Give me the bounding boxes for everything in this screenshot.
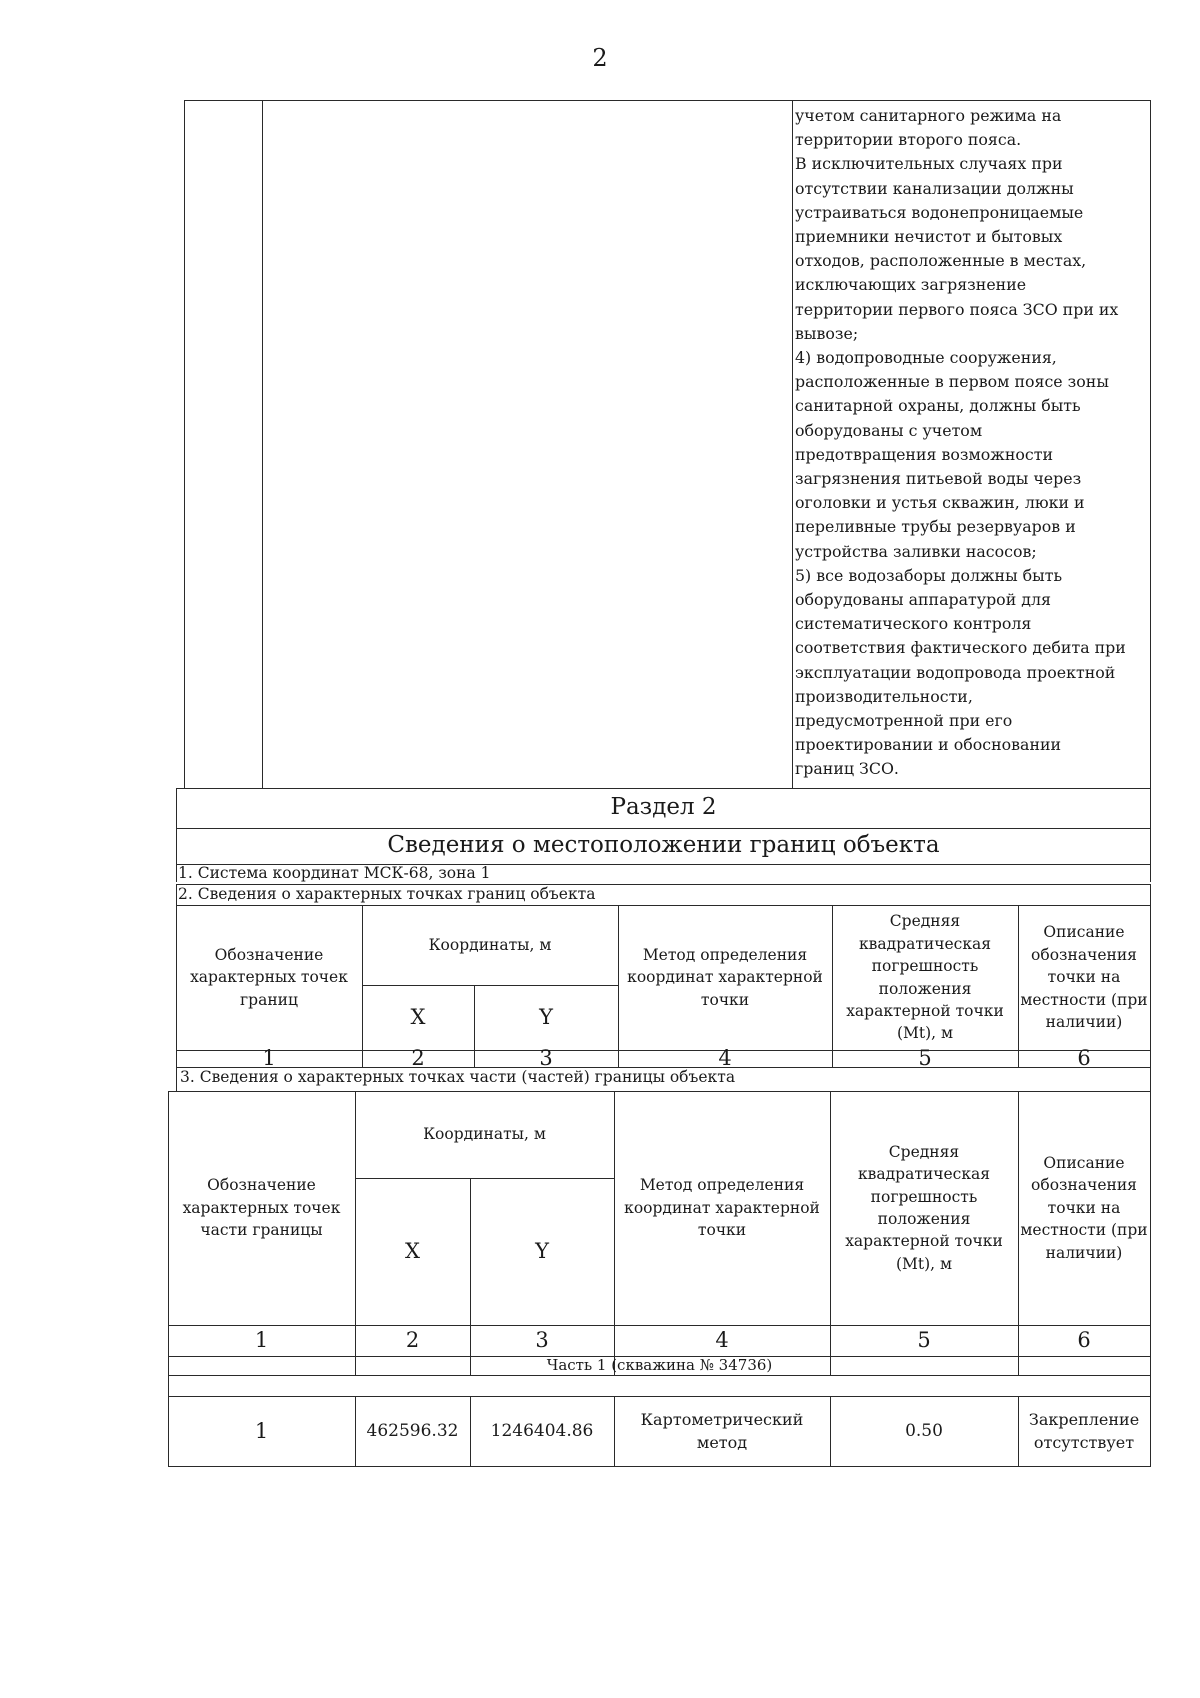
t2-colnum: 3 bbox=[535, 1328, 549, 1353]
item3-label: 3. Сведения о характерных точках части (частей) границы объекта bbox=[180, 1068, 736, 1086]
t2-colnum: 5 bbox=[917, 1328, 931, 1353]
t1-colnum: 2 bbox=[411, 1046, 425, 1071]
part-label: Часть 1 (скважина № 34736) bbox=[546, 1355, 773, 1374]
t2-colnum: 1 bbox=[254, 1328, 269, 1353]
text-line: территории второго пояса. bbox=[795, 130, 1022, 150]
item2-label: 2. Сведения о характерных точках границ объекта bbox=[178, 885, 596, 903]
t2-row1-method: Картометрический метод bbox=[640, 1409, 804, 1452]
text-line: переливные трубы резервуаров и bbox=[795, 517, 1076, 537]
t1-header-error: Средняя квадратическая погрешность положения характерной точки (Mt), м bbox=[846, 912, 1004, 1043]
text-line: 4) водопроводные сооружения, bbox=[795, 348, 1057, 368]
text-line: исключающих загрязнение bbox=[795, 275, 1027, 295]
text-line: В исключительных случаях при bbox=[795, 154, 1063, 174]
t2-header-x: X bbox=[405, 1239, 420, 1264]
t2-colnum: 2 bbox=[405, 1328, 420, 1353]
t1-colnum: 4 bbox=[718, 1046, 732, 1071]
text-line: оборудованы с учетом bbox=[795, 420, 983, 440]
text-line: проектировании и обосновании bbox=[795, 735, 1062, 755]
coordinate-system: 1. Система координат МСК-68, зона 1 bbox=[178, 864, 491, 882]
text-line: приемники нечистот и бытовых bbox=[795, 227, 1063, 247]
text-line: санитарной охраны, должны быть bbox=[795, 396, 1081, 416]
t2-header-method: Метод определения координат характерной точки bbox=[624, 1176, 820, 1240]
t2-header-designation: Обозначение характерных точек части границы bbox=[182, 1176, 341, 1240]
text-line: предусмотренной при его bbox=[795, 711, 1013, 731]
text-line: производительности, bbox=[795, 686, 973, 706]
t1-header-description: Описание обозначения точки на местности (при наличии) bbox=[1020, 923, 1148, 1032]
t2-header-y: Y bbox=[535, 1239, 549, 1264]
text-line: 5) все водозаборы должны быть bbox=[795, 565, 1063, 585]
t2-row1-error: 0.50 bbox=[905, 1420, 943, 1441]
page-number: 2 bbox=[592, 44, 608, 72]
t2-row1-point: 1 bbox=[254, 1418, 269, 1443]
text-line: учетом санитарного режима на bbox=[795, 106, 1062, 125]
text-line: соответствия фактического дебита при bbox=[795, 638, 1126, 658]
text-line: границ ЗСО. bbox=[795, 759, 899, 779]
t2-row1-y: 1246404.86 bbox=[490, 1420, 594, 1441]
t1-header-designation: Обозначение характерных точек границ bbox=[190, 945, 348, 1009]
t2-row1-x: 462596.32 bbox=[366, 1420, 459, 1441]
text-line: систематического контроля bbox=[795, 614, 1032, 634]
t2-colnum: 6 bbox=[1077, 1328, 1091, 1353]
text-line: территории первого пояса ЗСО при их bbox=[795, 299, 1119, 319]
t2-row1-description: Закрепление отсутствует bbox=[1028, 1409, 1140, 1452]
t1-colnum: 6 bbox=[1077, 1046, 1091, 1071]
text-line: оголовки и устья скважин, люки и bbox=[795, 493, 1085, 513]
section-title: Раздел 2 bbox=[610, 794, 717, 821]
t1-colnum: 5 bbox=[918, 1046, 932, 1071]
text-line: отсутствии канализации должны bbox=[795, 178, 1074, 198]
t1-colnum: 3 bbox=[539, 1046, 553, 1071]
t1-header-coordinates: Координаты, м bbox=[428, 935, 552, 954]
text-line: загрязнения питьевой воды через bbox=[795, 469, 1082, 489]
text-line: устраиваться водонепроницаемые bbox=[795, 202, 1084, 222]
text-line: эксплуатации водопровода проектной bbox=[795, 662, 1116, 682]
text-line: отходов, расположенные в местах, bbox=[795, 251, 1087, 271]
t2-header-coordinates: Координаты, м bbox=[423, 1125, 546, 1144]
t1-header-x: X bbox=[410, 1005, 426, 1030]
t2-header-description: Описание обозначения точки на местности (при наличии) bbox=[1020, 1153, 1148, 1262]
text-line: устройства заливки насосов; bbox=[795, 541, 1037, 561]
t2-header-error: Средняя квадратическая погрешность положения характерной точки (Mt), м bbox=[845, 1142, 1003, 1273]
text-line: предотвращения возможности bbox=[795, 444, 1053, 464]
text-line: вывозе; bbox=[795, 323, 859, 343]
t2-colnum: 4 bbox=[715, 1328, 729, 1353]
t1-header-method: Метод определения координат характерной точки bbox=[627, 945, 823, 1009]
regulation-text bbox=[795, 104, 1155, 782]
t1-colnum: 1 bbox=[262, 1046, 276, 1071]
text-line: оборудованы аппаратурой для bbox=[795, 590, 1051, 610]
text-line: расположенные в первом поясе зоны bbox=[795, 372, 1109, 392]
t1-header-y: Y bbox=[539, 1005, 553, 1030]
section-subtitle: Сведения о местоположении границ объекта bbox=[387, 832, 940, 859]
